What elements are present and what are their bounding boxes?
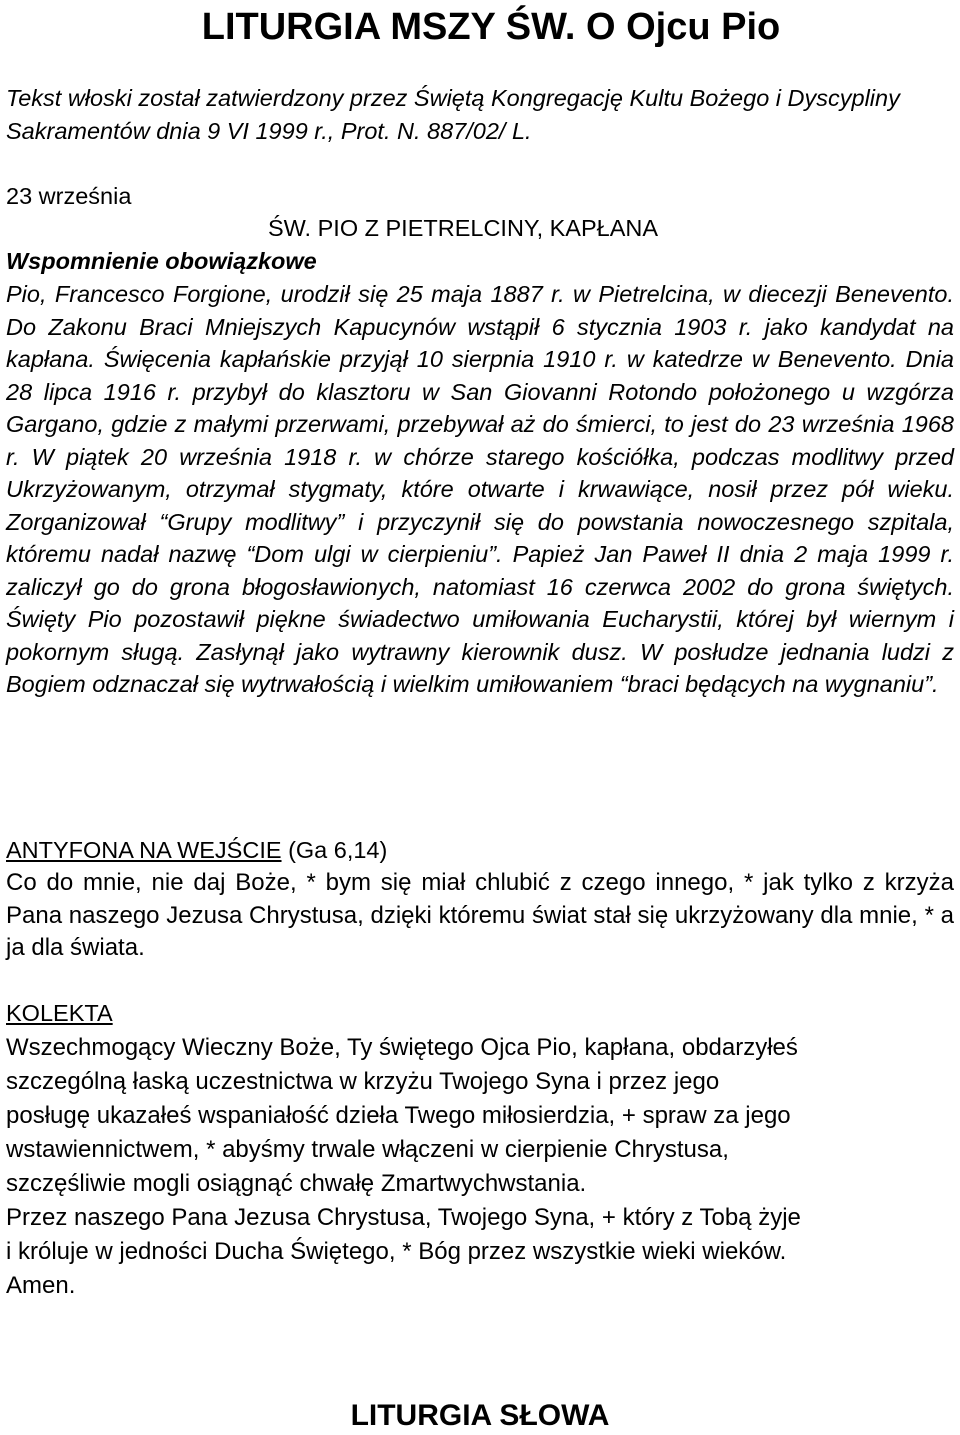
collect-line: szczególną łaską uczestnictwa w krzyżu Twojego Syna i przez jego <box>6 1068 720 1095</box>
collect-heading: KOLEKTA <box>6 1000 113 1026</box>
collect-line: Przez naszego Pana Jezusa Chrystusa, Twojego Syna, + który z Tobą żyje <box>6 1204 801 1231</box>
document-title <box>6 4 954 50</box>
memorial-rank: Wspomnienie obowiązkowe <box>6 248 317 274</box>
feast-date: 23 września <box>6 183 132 209</box>
antiphon-title: ANTYFONA NA WEJŚCIE <box>6 837 282 863</box>
antiphon-heading <box>6 834 954 867</box>
next-section-heading: LITURGIA SŁOWA <box>350 1399 610 1432</box>
approval-note: Tekst włoski został zatwierdzony przez Świętą Kongregację Kultu Bożego i Dyscypliny Sakramentów dnia 9 VI 1999 r., Prot. N. 887/02/ L. <box>6 85 900 144</box>
title-text: LITURGIA MSZY ŚW. O Ojcu Pio <box>201 6 781 48</box>
collect-line: i króluje w jedności Ducha Świętego, * Bóg przez wszystkie wieki wieków. <box>6 1238 787 1265</box>
collect-line: wstawiennictwem, * abyśmy trwale włączeni w cierpienie Chrystusa, <box>6 1136 729 1163</box>
collect-text <box>6 1031 954 1303</box>
biography-text: Pio, Francesco Forgione, urodził się 25 maja 1887 r. w Pietrelcina, w diecezji Benevento. Do Zakonu Braci Mniejszych Kapucynów wstąpił 6 stycznia 1903 r. jako kandydat na kapłana. Święcenia kapłańskie przyjął 10 sierpnia 1910 r. w katedrze w Benevento. Dnia 28 lipca 1916 r. przybył do klasztoru w San Giovanni Rotondo położonego u wzgórza Gargano, gdzie z małymi przerwami, przebywał aż do śmierci, to jest do 23 września 1968 r. W piątek 20 września 1918 r. w chórze starego kościółka, podczas modlitwy przed Ukrzyżowanym, otrzymał stygmaty, które otwarte i krwawiące, nosił przez pół wieku. Zorganizował “Grupy modlitwy” i przyczynił się do powstania nowoczesnego szpitala, któremu nadał nazwę “Dom ulgi w cierpieniu”. Papież Jan Paweł II dnia 2 maja 1999 r. zaliczył go do grona błogosławionych, natomiast 16 czerwca 2002 do grona świętych. Święty Pio pozostawił piękne świadectwo umiłowania Eucharystii, której był wiernym i pokornym sługą. Zasłynął jako wytrawny kierownik dusz. W posłudze jednania ludzi z Bogiem odznaczał się wytrwałością i wielkim umiłowaniem “braci będących na wygnaniu”. <box>6 281 954 697</box>
collect-line: posługę ukazałeś wspaniałość dzieła Twego miłosierdzia, + spraw za jego <box>6 1102 791 1129</box>
saint-heading: ŚW. PIO Z PIETRELCINY, KAPŁANA <box>268 215 659 241</box>
antiphon-reference: (Ga 6,14) <box>288 837 388 863</box>
antiphon-text: Co do mnie, nie daj Boże, * bym się miał chlubić z czego innego, * jak tylko z krzyża Pana naszego Jezusa Chrystusa, dzięki któremu świat stał się ukrzyżowany dla mnie, * a ja dla świata. <box>6 869 954 961</box>
collect-line: szczęśliwie mogli osiągnąć chwałę Zmartwychwstania. <box>6 1170 587 1197</box>
collect-line: Amen. <box>6 1272 76 1299</box>
collect-line: Wszechmogący Wieczny Boże, Ty świętego Ojca Pio, kapłana, obdarzyłeś <box>6 1034 798 1061</box>
